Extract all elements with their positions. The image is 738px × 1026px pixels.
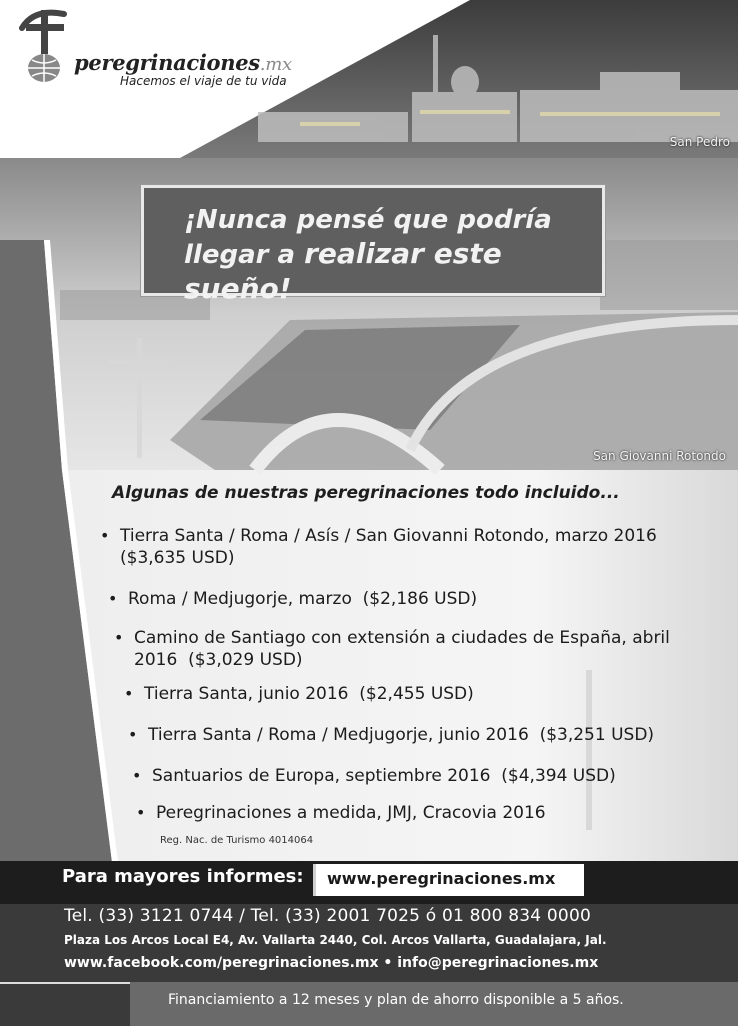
bullet: • (108, 589, 118, 608)
address: Plaza Los Arcos Local E4, Av. Vallarta 2440, Col. Arcos Vallarta, Guadalajara, Jal. (64, 933, 607, 947)
trip-price: ($4,394 USD) (501, 766, 616, 786)
list-item (108, 588, 688, 610)
social-and-email[interactable]: www.facebook.com/peregrinaciones.mx • info@peregrinaciones.mx (64, 955, 599, 971)
trip-text: Tierra Santa, junio 2016 (144, 684, 349, 704)
list-item (114, 627, 714, 671)
info-label: Para mayores informes: (62, 866, 304, 887)
trip-text: Camino de Santiago con extensión a ciudades de España, abril 2016 (134, 628, 670, 670)
headline-text: ¡Nunca pensé que podría llegar a realizar este sueño! (184, 205, 552, 305)
brand-tagline: Hacemos el viaje de tu vida (120, 74, 287, 88)
photo-caption-san-giovanni: San Giovanni Rotondo (593, 449, 726, 463)
list-item (100, 525, 720, 569)
trip-price: ($2,455 USD) (359, 684, 474, 704)
headline-banner (141, 185, 605, 305)
trip-text: Tierra Santa / Roma / Medjugorje, junio 2016 (148, 725, 529, 745)
list-item (124, 683, 704, 705)
list-item (132, 765, 712, 787)
bullet: • (114, 628, 124, 647)
financing-text: Financiamiento a 12 meses y plan de ahorro disponible a 5 años. (168, 992, 624, 1008)
brand-name: peregrinaciones.mx (74, 50, 292, 75)
website-link[interactable]: www.peregrinaciones.mx (327, 869, 556, 888)
trip-price: ($2,186 USD) (362, 589, 478, 609)
list-item (136, 802, 716, 824)
trip-price: ($3,635 USD) (120, 548, 235, 568)
trip-text: Roma / Medjugorje, marzo (128, 589, 352, 609)
trips-title: Algunas de nuestras peregrinaciones todo incluido... (112, 483, 620, 503)
trip-text: Santuarios de Europa, septiembre 2016 (152, 766, 491, 786)
trip-text: Tierra Santa / Roma / Asís / San Giovanni Rotondo, marzo 2016 (120, 526, 657, 546)
trip-text: Peregrinaciones a medida, JMJ, Cracovia 2016 (156, 803, 546, 823)
bullet: • (100, 526, 110, 545)
bullet: • (124, 684, 134, 703)
trip-price: ($3,251 USD) (539, 725, 655, 745)
bullet: • (136, 803, 146, 822)
photo-caption-san-pedro: San Pedro (669, 135, 730, 149)
globe-cross-icon (22, 10, 64, 82)
registration-number: Reg. Nac. de Turismo 4014064 (160, 835, 314, 846)
bullet: • (132, 766, 142, 785)
bullet: • (128, 725, 138, 744)
list-item (128, 724, 728, 746)
trip-price: ($3,029 USD) (188, 650, 303, 670)
phone-numbers: Tel. (33) 3121 0744 / Tel. (33) 2001 7025 ó 01 800 834 0000 (64, 906, 591, 926)
